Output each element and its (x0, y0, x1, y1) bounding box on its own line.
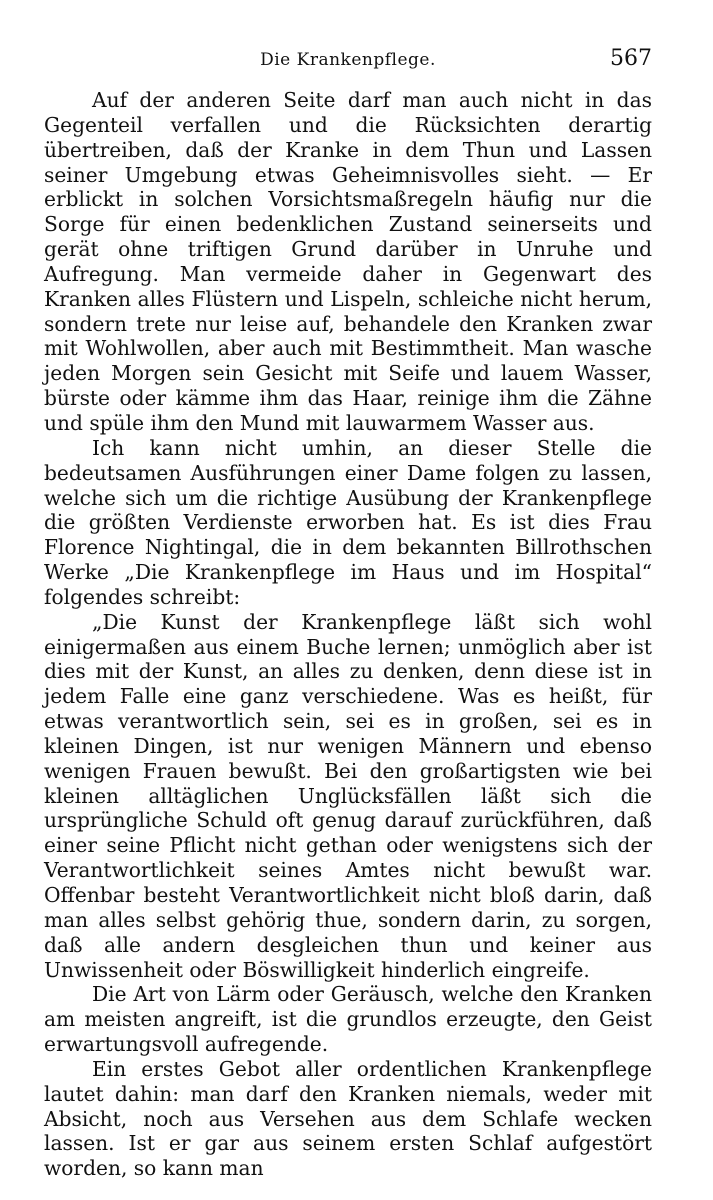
paragraph: Ich kann nicht umhin, an dieser Stelle die bedeutsamen Ausführungen einer Dame folgen zu lassen, welche sich um die richtige Ausübung der Krankenpflege die größten Verdienste erworben hat. Es ist dies Frau Florence Nightingal, die in dem bekannten Billrothschen Werke „Die Krankenpflege im Haus und im Hospital“ folgendes schreibt: (44, 435, 652, 609)
page-number: 567 (610, 46, 652, 71)
quoted-paragraph: „Die Kunst der Krankenpflege läßt sich wohl einigermaßen aus einem Buche lernen; unmöglich aber ist dies mit der Kunst, an alles zu denken, denn diese ist in jedem Falle eine ganz verschiedene. Was es heißt, für etwas verantwortlich sein, sei es in großen, sei es in kleinen Dingen, ist nur wenigen Männern und ebenso wenigen Frauen bewußt. Bei den großartigsten wie bei kleinen alltäglichen Unglücksfällen läßt sich die ursprüngliche Schuld oft genug darauf zurückführen, daß einer seine Pflicht nicht gethan oder wenigstens sich der Verantwortlichkeit seines Amtes nicht bewußt war. Offenbar besteht Verantwortlichkeit nicht bloß darin, daß man alles selbst gehörig thue, sondern darin, zu sorgen, daß alle andern desgleichen thun und keiner aus Unwissenheit oder Böswilligkeit hinderlich eingreife. (44, 609, 652, 982)
page-header (44, 40, 652, 76)
running-title: Die Krankenpflege. (260, 50, 436, 70)
body-text (44, 88, 652, 1181)
book-page (44, 40, 652, 1181)
paragraph: Ein erstes Gebot aller ordentlichen Krankenpflege lautet dahin: man darf den Kranken niemals, weder mit Absicht, noch aus Versehen aus dem Schlafe wecken lassen. Ist er gar aus seinem ersten Schlaf aufgestört worden, so kann man (44, 1056, 652, 1181)
paragraph: Auf der anderen Seite darf man auch nicht in das Gegenteil verfallen und die Rücksichten derartig übertreiben, daß der Kranke in dem Thun und Lassen seiner Umgebung etwas Geheimnisvolles sieht. — Er erblickt in solchen Vorsichtsmaßregeln häufig nur die Sorge für einen bedenklichen Zustand seinerseits und gerät ohne triftigen Grund darüber in Unruhe und Aufregung. Man vermeide daher in Gegenwart des Kranken alles Flüstern und Lispeln, schleiche nicht herum, sondern trete nur leise auf, behandele den Kranken zwar mit Wohlwollen, aber auch mit Bestimmtheit. Man wasche jeden Morgen sein Gesicht mit Seife und lauem Wasser, bürste oder kämme ihm das Haar, reinige ihm die Zähne und spüle ihm den Mund mit lauwarmem Wasser aus. (44, 88, 652, 435)
paragraph: Die Art von Lärm oder Geräusch, welche den Kranken am meisten angreift, ist die grundlos erzeugte, den Geist erwartungsvoll aufregende. (44, 982, 652, 1057)
